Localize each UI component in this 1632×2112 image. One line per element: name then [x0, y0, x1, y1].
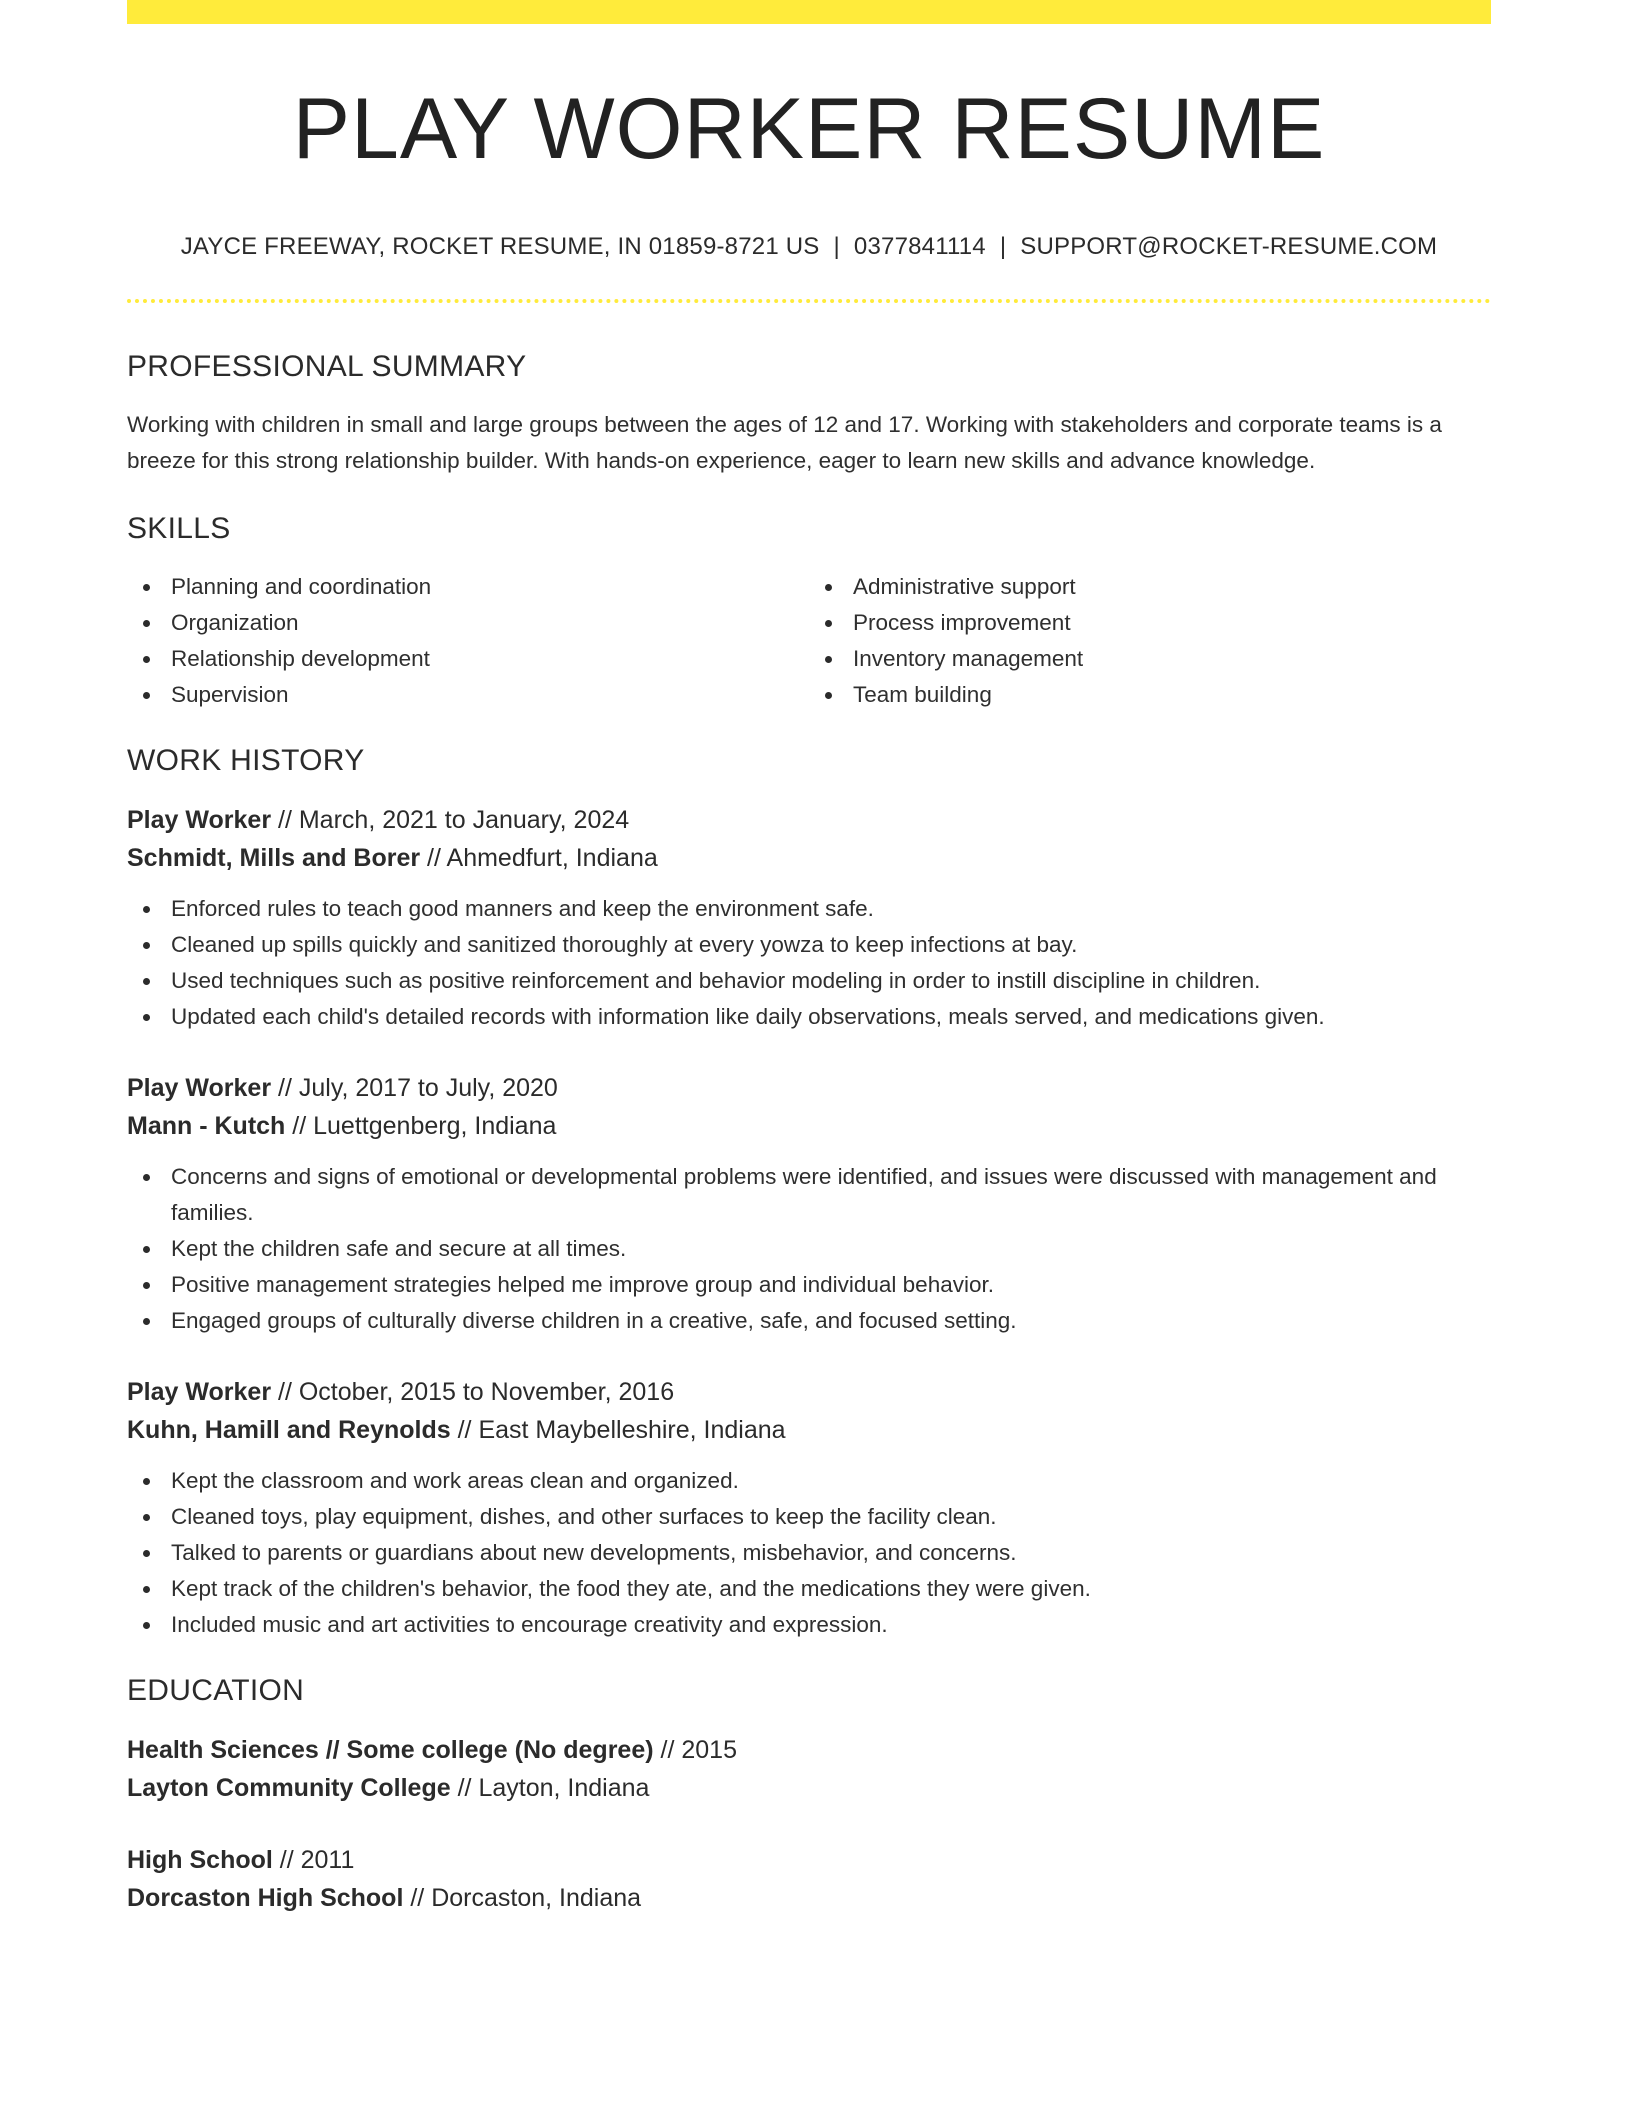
duty-item: Updated each child's detailed records with information like daily observations, meals served, and medications given. — [127, 999, 1491, 1035]
skill-item: Administrative support — [809, 569, 1491, 605]
school-location: Layton, Indiana — [478, 1774, 650, 1803]
school-line — [127, 1879, 1491, 1917]
separator: // — [271, 1378, 299, 1407]
degree-line — [127, 1841, 1491, 1879]
contact-separator: | — [833, 232, 840, 260]
job-company-line — [127, 839, 1491, 877]
education-entry — [127, 1841, 1491, 1917]
graduation-year: 2011 — [300, 1846, 355, 1875]
school-location: Dorcaston, Indiana — [431, 1884, 642, 1913]
accent-top-bar — [127, 0, 1491, 24]
job-title-line — [127, 1373, 1491, 1411]
duty-item: Enforced rules to teach good manners and keep the environment safe. — [127, 891, 1491, 927]
job-company: Mann - Kutch — [127, 1112, 286, 1141]
contact-line — [127, 233, 1491, 262]
duty-item: Cleaned up spills quickly and sanitized thoroughly at every yowza to keep infections at bay. — [127, 927, 1491, 963]
job-entry — [127, 801, 1491, 1035]
job-title-line — [127, 801, 1491, 839]
education-heading: EDUCATION — [127, 1674, 305, 1708]
job-entry — [127, 1069, 1491, 1339]
contact-phone: 0377841114 — [853, 232, 986, 260]
separator: // — [271, 1074, 299, 1103]
job-company: Schmidt, Mills and Borer — [127, 844, 421, 873]
separator: // — [450, 1416, 479, 1445]
job-company-line — [127, 1107, 1491, 1145]
summary-heading: PROFESSIONAL SUMMARY — [127, 350, 527, 384]
skill-item: Inventory management — [809, 641, 1491, 677]
school-name: Layton Community College — [127, 1774, 451, 1803]
degree: High School — [127, 1846, 273, 1875]
contact-address: JAYCE FREEWAY, ROCKET RESUME, IN 01859-8721 US — [180, 232, 820, 260]
contact-email: SUPPORT@ROCKET-RESUME.COM — [1020, 232, 1438, 260]
separator: // — [450, 1774, 479, 1803]
job-title-line — [127, 1069, 1491, 1107]
job-company: Kuhn, Hamill and Reynolds — [127, 1416, 451, 1445]
job-company-line — [127, 1411, 1491, 1449]
skill-item: Process improvement — [809, 605, 1491, 641]
graduation-year: 2015 — [681, 1736, 737, 1765]
job-entry — [127, 1373, 1491, 1643]
duty-item: Included music and art activities to encourage creativity and expression. — [127, 1607, 1491, 1643]
job-duties — [127, 1159, 1491, 1339]
separator: // — [285, 1112, 314, 1141]
separator: // — [653, 1736, 682, 1765]
duty-item: Engaged groups of culturally diverse children in a creative, safe, and focused setting. — [127, 1303, 1491, 1339]
job-title: Play Worker — [127, 1074, 272, 1103]
degree: Health Sciences // Some college (No degree) — [127, 1736, 654, 1765]
duty-item: Positive management strategies helped me improve group and individual behavior. — [127, 1267, 1491, 1303]
duty-item: Kept track of the children's behavior, the food they ate, and the medications they were given. — [127, 1571, 1491, 1607]
separator: // — [272, 1846, 301, 1875]
education-entry — [127, 1731, 1491, 1807]
job-dates: July, 2017 to July, 2020 — [298, 1074, 558, 1103]
duty-item: Kept the classroom and work areas clean and organized. — [127, 1463, 1491, 1499]
duty-item: Cleaned toys, play equipment, dishes, and other surfaces to keep the facility clean. — [127, 1499, 1491, 1535]
skill-item: Organization — [127, 605, 809, 641]
skills-heading: SKILLS — [127, 512, 231, 546]
resume-title: PLAY WORKER RESUME — [292, 81, 1326, 177]
skills-list — [127, 569, 1491, 713]
school-line — [127, 1769, 1491, 1807]
skills-column-left — [127, 569, 809, 713]
job-location: Ahmedfurt, Indiana — [446, 844, 658, 873]
school-name: Dorcaston High School — [127, 1884, 404, 1913]
skill-item: Team building — [809, 677, 1491, 713]
skill-item: Supervision — [127, 677, 809, 713]
duty-item: Talked to parents or guardians about new developments, misbehavior, and concerns. — [127, 1535, 1491, 1571]
work-history-heading: WORK HISTORY — [127, 744, 365, 778]
job-title: Play Worker — [127, 806, 272, 835]
job-location: Luettgenberg, Indiana — [313, 1112, 557, 1141]
skill-item: Relationship development — [127, 641, 809, 677]
duty-item: Used techniques such as positive reinforcement and behavior modeling in order to instill discipline in children. — [127, 963, 1491, 999]
job-duties — [127, 891, 1491, 1035]
duty-item: Concerns and signs of emotional or developmental problems were identified, and issues were discussed with management and families. — [127, 1159, 1491, 1231]
contact-separator: | — [999, 232, 1007, 260]
job-title: Play Worker — [127, 1378, 272, 1407]
skills-column-right — [809, 569, 1491, 713]
dotted-divider — [127, 299, 1491, 303]
duty-item: Kept the children safe and secure at all times. — [127, 1231, 1491, 1267]
separator: // — [420, 844, 447, 873]
job-location: East Maybelleshire, Indiana — [478, 1416, 786, 1445]
skill-item: Planning and coordination — [127, 569, 809, 605]
resume-page — [127, 0, 1491, 1917]
degree-line — [127, 1731, 1491, 1769]
job-dates: October, 2015 to November, 2016 — [298, 1378, 675, 1407]
summary-text: Working with children in small and large groups between the ages of 12 and 17. Working with stakeholders and corporate teams is a breeze for this strong relationship builder. With hands-on experience, eager to learn new skills and advance knowledge. — [127, 412, 1442, 474]
separator: // — [271, 806, 299, 835]
separator: // — [403, 1884, 432, 1913]
job-dates: March, 2021 to January, 2024 — [298, 806, 630, 835]
job-duties — [127, 1463, 1491, 1643]
